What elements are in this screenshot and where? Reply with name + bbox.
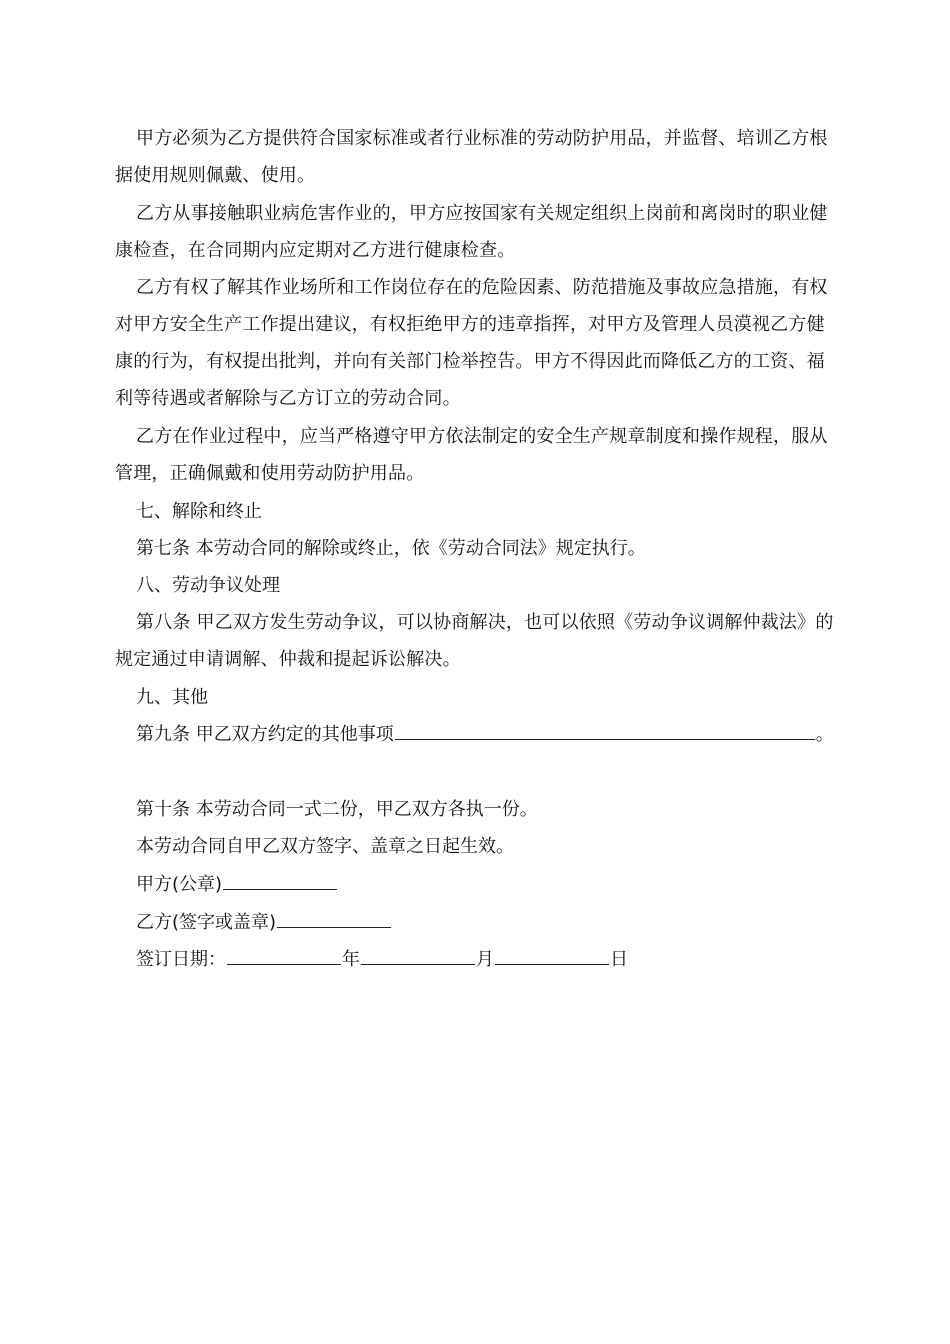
article-7: 第七条 本劳动合同的解除或终止，依《劳动合同法》规定执行。 — [136, 538, 646, 559]
article-9 — [136, 716, 834, 753]
party-a-seal-blank[interactable] — [223, 867, 337, 890]
day-label: 日 — [610, 949, 628, 970]
paragraph-health-check: 乙方从事接触职业病危害作业的，甲方应按国家有关规定组织上岗前和离岗时的职业健康检查，在合同期内应定期对乙方进行健康检查。 — [115, 203, 828, 261]
party-b-signature-line — [136, 904, 392, 941]
article-10: 第十条 本劳动合同一式二份，甲乙双方各执一份。 — [136, 799, 538, 820]
section-8-heading: 八、劳动争议处理 — [136, 575, 280, 596]
party-b-label: 乙方(签字或盖章) — [136, 912, 277, 933]
year-label: 年 — [342, 949, 360, 970]
article-9-period: 。 — [815, 724, 834, 745]
section-7-heading: 七、解除和终止 — [136, 501, 262, 522]
article-8: 第八条 甲乙双方发生劳动争议，可以协商解决，也可以依照《劳动争议调解仲裁法》的规定通过申请调解、仲裁和提起诉讼解决。 — [115, 612, 834, 670]
article-9-text: 第九条 甲乙双方约定的其他事项 — [136, 724, 394, 745]
section-9-heading: 九、其他 — [136, 687, 208, 708]
party-a-signature-line — [136, 866, 338, 903]
effective-clause: 本劳动合同自甲乙双方签字、盖章之日起生效。 — [136, 836, 514, 857]
sign-date-label: 签订日期： — [136, 949, 226, 970]
other-matters-blank[interactable] — [395, 717, 815, 740]
sign-date-line — [136, 941, 628, 978]
paragraph-work-compliance: 乙方在作业过程中，应当严格遵守甲方依法制定的安全生产规章制度和操作规程，服从管理，正确佩戴和使用劳动防护用品。 — [115, 426, 828, 484]
paragraph-worker-rights: 乙方有权了解其作业场所和工作岗位存在的危险因素、防范措施及事故应急措施，有权对甲方安全生产工作提出建议，有权拒绝甲方的违章指挥，对甲方及管理人员漠视乙方健康的行为，有权提出批判，并向有关部门检举控告。甲方不得因此而降低乙方的工资、福利等待遇或者解除与乙方订立的劳动合同。 — [115, 277, 828, 409]
month-blank[interactable] — [361, 942, 475, 965]
day-blank[interactable] — [495, 942, 609, 965]
month-label: 月 — [476, 949, 494, 970]
party-a-label: 甲方(公章) — [136, 874, 223, 895]
party-b-signature-blank[interactable] — [277, 905, 391, 928]
paragraph-protective-equipment: 甲方必须为乙方提供符合国家标准或者行业标准的劳动防护用品，并监督、培训乙方根据使用规则佩戴、使用。 — [115, 128, 828, 186]
year-blank[interactable] — [227, 942, 341, 965]
